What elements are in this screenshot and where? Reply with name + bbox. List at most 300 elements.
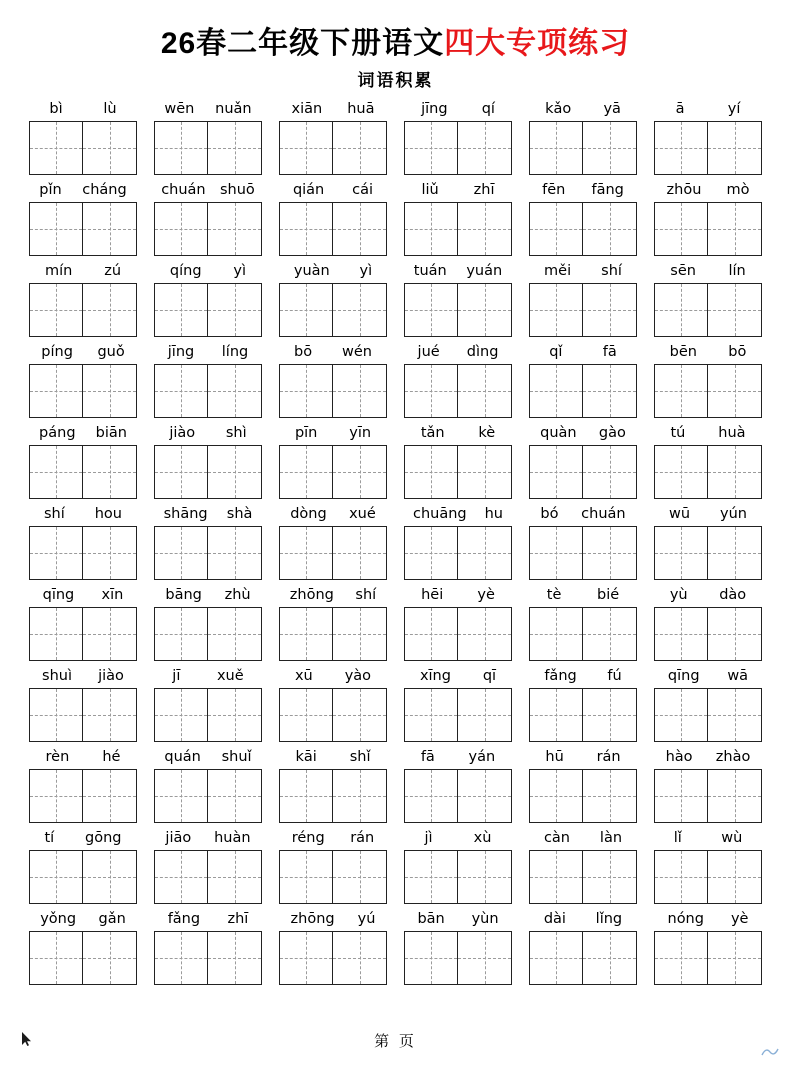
pinyin-label (654, 585, 762, 605)
pinyin-syllable: yì (233, 263, 247, 279)
tianzige-pair[interactable] (154, 850, 262, 904)
tianzige-box[interactable] (279, 769, 333, 823)
tianzige-box[interactable] (708, 688, 762, 742)
tianzige-pair[interactable] (404, 688, 512, 742)
tianzige-box[interactable] (654, 121, 708, 175)
tianzige-box[interactable] (654, 688, 708, 742)
tianzige-box[interactable] (404, 364, 458, 418)
tianzige-pair[interactable] (29, 688, 137, 742)
tianzige-box[interactable] (404, 850, 458, 904)
pinyin-syllable: gào (598, 425, 626, 441)
pinyin-syllable: qíng (169, 263, 202, 279)
tianzige-pair[interactable] (654, 202, 762, 256)
tianzige-box[interactable] (333, 526, 387, 580)
tianzige-pair[interactable] (279, 607, 387, 661)
tianzige-box[interactable] (529, 202, 583, 256)
word-entry (651, 423, 765, 499)
tianzige-box[interactable] (583, 769, 637, 823)
pinyin-label (529, 747, 637, 767)
tianzige-box[interactable] (154, 607, 208, 661)
pinyin-syllable: shì (225, 425, 247, 441)
pinyin-syllable: qí (481, 101, 495, 117)
word-row (26, 666, 765, 742)
tianzige-box[interactable] (404, 931, 458, 985)
tianzige-pair[interactable] (529, 121, 637, 175)
word-entry (26, 261, 140, 337)
pinyin-syllable: réng (291, 830, 325, 846)
tianzige-box[interactable] (708, 931, 762, 985)
word-entry (401, 909, 515, 985)
tianzige-pair[interactable] (279, 283, 387, 337)
tianzige-pair[interactable] (279, 688, 387, 742)
tianzige-pair[interactable] (29, 445, 137, 499)
tianzige-box[interactable] (279, 121, 333, 175)
pinyin-syllable: yú (357, 911, 376, 927)
pinyin-syllable: yán (468, 749, 496, 765)
tianzige-box[interactable] (529, 364, 583, 418)
tianzige-pair[interactable] (654, 607, 762, 661)
tianzige-box[interactable] (279, 202, 333, 256)
tianzige-box[interactable] (154, 121, 208, 175)
tianzige-pair[interactable] (654, 688, 762, 742)
tianzige-box[interactable] (279, 931, 333, 985)
tianzige-box[interactable] (333, 202, 387, 256)
word-entry (26, 585, 140, 661)
pinyin-syllable: yào (344, 668, 372, 684)
word-entry (526, 180, 640, 256)
pinyin-syllable: chuāng (412, 506, 467, 522)
pinyin-syllable: shuì (42, 668, 73, 684)
pinyin-syllable: fā (602, 344, 617, 360)
tianzige-box[interactable] (29, 607, 83, 661)
tianzige-box[interactable] (29, 526, 83, 580)
pinyin-syllable: měi (544, 263, 572, 279)
tianzige-box[interactable] (404, 283, 458, 337)
word-entry (526, 909, 640, 985)
tianzige-pair[interactable] (29, 931, 137, 985)
tianzige-pair[interactable] (654, 283, 762, 337)
tianzige-box[interactable] (333, 283, 387, 337)
pinyin-syllable: líng (221, 344, 249, 360)
tianzige-box[interactable] (583, 121, 637, 175)
tianzige-box[interactable] (333, 769, 387, 823)
tianzige-box[interactable] (654, 364, 708, 418)
tianzige-box[interactable] (83, 445, 137, 499)
tianzige-box[interactable] (458, 850, 512, 904)
word-row (26, 828, 765, 904)
pinyin-label (154, 342, 262, 362)
pinyin-syllable: wā (727, 668, 749, 684)
tianzige-pair[interactable] (404, 121, 512, 175)
tianzige-box[interactable] (654, 445, 708, 499)
word-entry (651, 747, 765, 823)
pinyin-syllable: zhào (715, 749, 751, 765)
tianzige-box[interactable] (208, 688, 262, 742)
pinyin-label (154, 180, 262, 200)
tianzige-box[interactable] (583, 526, 637, 580)
tianzige-box[interactable] (458, 931, 512, 985)
tianzige-box[interactable] (708, 121, 762, 175)
tianzige-box[interactable] (458, 364, 512, 418)
tianzige-box[interactable] (708, 526, 762, 580)
tianzige-box[interactable] (333, 850, 387, 904)
tianzige-pair[interactable] (529, 850, 637, 904)
tianzige-box[interactable] (654, 526, 708, 580)
tianzige-box[interactable] (154, 202, 208, 256)
pinyin-syllable: dìng (466, 344, 499, 360)
tianzige-box[interactable] (208, 850, 262, 904)
tianzige-box[interactable] (29, 364, 83, 418)
tianzige-pair[interactable] (529, 769, 637, 823)
tianzige-pair[interactable] (404, 850, 512, 904)
tianzige-box[interactable] (29, 121, 83, 175)
pinyin-syllable: nuǎn (215, 101, 252, 117)
pinyin-syllable: zhī (227, 911, 249, 927)
word-entry (26, 342, 140, 418)
tianzige-box[interactable] (529, 769, 583, 823)
tianzige-pair[interactable] (154, 364, 262, 418)
tianzige-box[interactable] (29, 445, 83, 499)
pinyin-label (29, 180, 137, 200)
tianzige-box[interactable] (333, 445, 387, 499)
pinyin-label (529, 99, 637, 119)
pinyin-syllable: wén (342, 344, 373, 360)
tianzige-pair[interactable] (529, 688, 637, 742)
pinyin-syllable: bēn (669, 344, 697, 360)
tianzige-box[interactable] (83, 850, 137, 904)
pinyin-label (154, 666, 262, 686)
word-entry (26, 99, 140, 175)
tianzige-box[interactable] (458, 526, 512, 580)
tianzige-pair[interactable] (279, 526, 387, 580)
pinyin-syllable: pǐn (39, 182, 62, 198)
pinyin-label (654, 261, 762, 281)
tianzige-box[interactable] (404, 688, 458, 742)
tianzige-box[interactable] (708, 445, 762, 499)
tianzige-box[interactable] (708, 607, 762, 661)
tianzige-pair[interactable] (154, 121, 262, 175)
tianzige-box[interactable] (29, 850, 83, 904)
pinyin-label (654, 99, 762, 119)
pinyin-label (279, 180, 387, 200)
tianzige-pair[interactable] (529, 445, 637, 499)
pinyin-label (279, 504, 387, 524)
tianzige-box[interactable] (654, 850, 708, 904)
tianzige-box[interactable] (708, 850, 762, 904)
tianzige-box[interactable] (458, 769, 512, 823)
tianzige-box[interactable] (583, 445, 637, 499)
tianzige-pair[interactable] (154, 931, 262, 985)
tianzige-pair[interactable] (29, 121, 137, 175)
tianzige-pair[interactable] (654, 931, 762, 985)
pinyin-syllable: yuán (466, 263, 503, 279)
pinyin-syllable: huà (718, 425, 746, 441)
tianzige-box[interactable] (29, 931, 83, 985)
word-entry (276, 585, 390, 661)
pinyin-syllable: yuàn (293, 263, 330, 279)
tianzige-box[interactable] (458, 283, 512, 337)
tianzige-box[interactable] (529, 121, 583, 175)
tianzige-box[interactable] (208, 364, 262, 418)
tianzige-box[interactable] (208, 202, 262, 256)
word-entry (401, 747, 515, 823)
tianzige-box[interactable] (458, 202, 512, 256)
tianzige-pair[interactable] (154, 688, 262, 742)
tianzige-box[interactable] (29, 688, 83, 742)
pinyin-syllable: zú (104, 263, 122, 279)
pinyin-syllable: tí (44, 830, 55, 846)
tianzige-pair[interactable] (404, 931, 512, 985)
tianzige-pair[interactable] (404, 526, 512, 580)
tianzige-pair[interactable] (404, 364, 512, 418)
tianzige-box[interactable] (529, 445, 583, 499)
word-entry (276, 747, 390, 823)
corner-stamp-icon (761, 1045, 779, 1059)
tianzige-pair[interactable] (29, 850, 137, 904)
pinyin-syllable: zhōng (290, 911, 335, 927)
tianzige-box[interactable] (83, 769, 137, 823)
tianzige-box[interactable] (279, 526, 333, 580)
tianzige-pair[interactable] (154, 445, 262, 499)
tianzige-pair[interactable] (529, 283, 637, 337)
tianzige-box[interactable] (458, 688, 512, 742)
tianzige-pair[interactable] (154, 607, 262, 661)
pinyin-label (529, 261, 637, 281)
tianzige-box[interactable] (529, 850, 583, 904)
tianzige-box[interactable] (154, 283, 208, 337)
tianzige-box[interactable] (279, 445, 333, 499)
tianzige-box[interactable] (458, 607, 512, 661)
tianzige-pair[interactable] (279, 364, 387, 418)
tianzige-box[interactable] (83, 931, 137, 985)
tianzige-pair[interactable] (154, 283, 262, 337)
pinyin-label (29, 423, 137, 443)
word-entry (151, 99, 265, 175)
tianzige-box[interactable] (83, 526, 137, 580)
tianzige-pair[interactable] (404, 202, 512, 256)
tianzige-box[interactable] (404, 121, 458, 175)
pinyin-label (654, 909, 762, 929)
pinyin-syllable: jì (424, 830, 433, 846)
pinyin-label (29, 261, 137, 281)
tianzige-box[interactable] (208, 931, 262, 985)
pinyin-label (529, 585, 637, 605)
tianzige-box[interactable] (208, 607, 262, 661)
pinyin-syllable: yè (477, 587, 495, 603)
tianzige-box[interactable] (333, 931, 387, 985)
pinyin-label (404, 666, 512, 686)
tianzige-box[interactable] (583, 283, 637, 337)
pinyin-syllable: dài (543, 911, 566, 927)
tianzige-box[interactable] (208, 121, 262, 175)
tianzige-box[interactable] (279, 607, 333, 661)
tianzige-pair[interactable] (279, 931, 387, 985)
tianzige-box[interactable] (654, 931, 708, 985)
pinyin-syllable: yùn (471, 911, 499, 927)
pinyin-label (279, 423, 387, 443)
tianzige-pair[interactable] (654, 121, 762, 175)
tianzige-box[interactable] (279, 364, 333, 418)
tianzige-box[interactable] (83, 688, 137, 742)
tianzige-pair[interactable] (529, 931, 637, 985)
tianzige-box[interactable] (404, 526, 458, 580)
tianzige-pair[interactable] (29, 283, 137, 337)
pinyin-label (654, 423, 762, 443)
tianzige-box[interactable] (404, 607, 458, 661)
tianzige-pair[interactable] (529, 364, 637, 418)
pinyin-syllable: shāng (163, 506, 208, 522)
pinyin-syllable: rèn (45, 749, 70, 765)
tianzige-pair[interactable] (154, 769, 262, 823)
word-entry (526, 504, 640, 580)
word-entry (151, 747, 265, 823)
tianzige-box[interactable] (333, 607, 387, 661)
tianzige-box[interactable] (83, 364, 137, 418)
tianzige-box[interactable] (29, 283, 83, 337)
pinyin-syllable: guǒ (97, 344, 125, 360)
pinyin-label (279, 828, 387, 848)
tianzige-pair[interactable] (279, 202, 387, 256)
word-entry (276, 828, 390, 904)
tianzige-pair[interactable] (154, 202, 262, 256)
pinyin-syllable: lù (103, 101, 117, 117)
tianzige-box[interactable] (529, 607, 583, 661)
pinyin-label (529, 180, 637, 200)
pinyin-syllable: fāng (591, 182, 624, 198)
pinyin-syllable: yā (603, 101, 621, 117)
word-entry (401, 828, 515, 904)
tianzige-pair[interactable] (279, 850, 387, 904)
tianzige-box[interactable] (208, 445, 262, 499)
tianzige-pair[interactable] (279, 445, 387, 499)
tianzige-box[interactable] (83, 283, 137, 337)
word-entry (651, 342, 765, 418)
pinyin-label (654, 342, 762, 362)
pinyin-syllable: zhōng (289, 587, 334, 603)
tianzige-pair[interactable] (29, 607, 137, 661)
tianzige-pair[interactable] (279, 121, 387, 175)
tianzige-box[interactable] (333, 364, 387, 418)
tianzige-pair[interactable] (404, 769, 512, 823)
tianzige-box[interactable] (208, 769, 262, 823)
tianzige-box[interactable] (404, 202, 458, 256)
tianzige-box[interactable] (529, 526, 583, 580)
pinyin-syllable: chuán (581, 506, 626, 522)
tianzige-pair[interactable] (529, 607, 637, 661)
tianzige-box[interactable] (154, 931, 208, 985)
tianzige-box[interactable] (279, 283, 333, 337)
tianzige-box[interactable] (529, 931, 583, 985)
tianzige-pair[interactable] (29, 769, 137, 823)
tianzige-pair[interactable] (654, 364, 762, 418)
pinyin-syllable: hào (665, 749, 693, 765)
tianzige-box[interactable] (333, 121, 387, 175)
word-row (26, 585, 765, 661)
pinyin-label (404, 261, 512, 281)
word-row (26, 180, 765, 256)
tianzige-box[interactable] (654, 607, 708, 661)
tianzige-box[interactable] (154, 445, 208, 499)
tianzige-box[interactable] (583, 364, 637, 418)
tianzige-box[interactable] (458, 445, 512, 499)
pinyin-syllable: cái (352, 182, 374, 198)
pinyin-syllable: bó (540, 506, 559, 522)
tianzige-box[interactable] (208, 283, 262, 337)
tianzige-box[interactable] (583, 931, 637, 985)
pinyin-label (154, 423, 262, 443)
tianzige-pair[interactable] (404, 445, 512, 499)
pinyin-syllable: xué (349, 506, 376, 522)
tianzige-box[interactable] (458, 121, 512, 175)
word-entry (276, 261, 390, 337)
tianzige-box[interactable] (279, 850, 333, 904)
tianzige-box[interactable] (29, 769, 83, 823)
tianzige-pair[interactable] (404, 283, 512, 337)
tianzige-box[interactable] (708, 202, 762, 256)
tianzige-box[interactable] (29, 202, 83, 256)
tianzige-box[interactable] (583, 607, 637, 661)
tianzige-box[interactable] (654, 202, 708, 256)
tianzige-pair[interactable] (404, 607, 512, 661)
pinyin-syllable: dào (719, 587, 747, 603)
tianzige-pair[interactable] (654, 769, 762, 823)
pinyin-syllable: mín (44, 263, 73, 279)
tianzige-box[interactable] (708, 283, 762, 337)
tianzige-box[interactable] (154, 364, 208, 418)
tianzige-pair[interactable] (29, 526, 137, 580)
tianzige-box[interactable] (154, 769, 208, 823)
tianzige-box[interactable] (654, 769, 708, 823)
tianzige-box[interactable] (83, 121, 137, 175)
tianzige-pair[interactable] (29, 202, 137, 256)
tianzige-box[interactable] (279, 688, 333, 742)
tianzige-pair[interactable] (154, 526, 262, 580)
pinyin-syllable: tǎn (420, 425, 445, 441)
tianzige-box[interactable] (154, 688, 208, 742)
tianzige-box[interactable] (404, 769, 458, 823)
tianzige-box[interactable] (583, 688, 637, 742)
pinyin-syllable: bān (417, 911, 445, 927)
pinyin-syllable: hé (102, 749, 121, 765)
word-entry (26, 828, 140, 904)
tianzige-box[interactable] (529, 283, 583, 337)
tianzige-box[interactable] (654, 283, 708, 337)
tianzige-box[interactable] (154, 850, 208, 904)
tianzige-pair[interactable] (29, 364, 137, 418)
tianzige-pair[interactable] (654, 445, 762, 499)
tianzige-pair[interactable] (654, 850, 762, 904)
tianzige-box[interactable] (708, 769, 762, 823)
tianzige-box[interactable] (83, 607, 137, 661)
tianzige-pair[interactable] (279, 769, 387, 823)
tianzige-pair[interactable] (654, 526, 762, 580)
pinyin-syllable: lǐ (673, 830, 682, 846)
tianzige-box[interactable] (708, 364, 762, 418)
tianzige-box[interactable] (583, 850, 637, 904)
word-entry (151, 828, 265, 904)
tianzige-box[interactable] (208, 526, 262, 580)
word-entry (151, 909, 265, 985)
tianzige-box[interactable] (154, 526, 208, 580)
tianzige-box[interactable] (83, 202, 137, 256)
tianzige-box[interactable] (333, 688, 387, 742)
tianzige-pair[interactable] (529, 526, 637, 580)
tianzige-box[interactable] (583, 202, 637, 256)
tianzige-box[interactable] (529, 688, 583, 742)
tianzige-pair[interactable] (529, 202, 637, 256)
pinyin-label (154, 828, 262, 848)
tianzige-box[interactable] (404, 445, 458, 499)
